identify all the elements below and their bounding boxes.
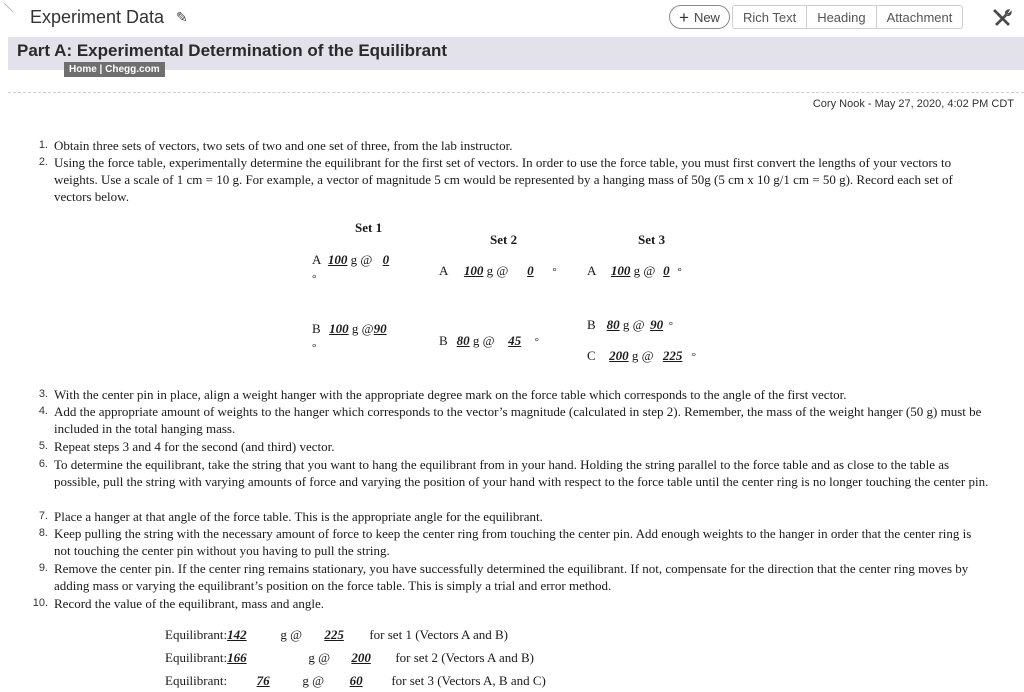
set-3-vector-b: B 80 g @ 90 °	[587, 317, 674, 332]
divider	[8, 92, 1024, 93]
equilibrant-label: Equilibrant:	[165, 627, 228, 642]
set-3-b-mass: 80	[606, 317, 620, 332]
set-2-a-angle: 0	[527, 263, 534, 278]
step-6	[38, 456, 989, 490]
step-text: Keep pulling the string with the necessary amount of force to keep the center ring from touching the center pin. Add enough weights to the hanger in order that the center ring is not touching the center pin without you having to pull the string.	[54, 526, 972, 558]
step-8	[38, 525, 989, 559]
equilibrant-1-desc: for set 1 (Vectors A and B)	[369, 627, 508, 642]
equilibrant-row-3: Equilibrant: 76 g @ 60 for set 3 (Vectors A, B and C)	[165, 673, 546, 688]
set-1-a-mass: 100	[327, 252, 348, 267]
step-number: 1.	[38, 139, 48, 151]
equilibrant-label: Equilibrant:	[165, 650, 228, 665]
step-number: 9.	[38, 562, 48, 574]
step-number: 6.	[38, 458, 48, 470]
heading-button[interactable]: Heading	[807, 5, 876, 29]
equilibrant-3-desc: for set 3 (Vectors A, B and C)	[391, 673, 546, 688]
equilibrant-2-angle: 200	[351, 650, 371, 665]
corner-arrow-icon	[3, 2, 15, 14]
equilibrant-2-desc: for set 2 (Vectors A and B)	[395, 650, 534, 665]
step-number: 2.	[38, 156, 48, 168]
rich-text-button[interactable]: Rich Text	[732, 5, 807, 29]
set-1-a-angle: 0	[382, 252, 390, 267]
step-7	[38, 508, 989, 525]
equilibrant-2-mass: 166	[227, 650, 247, 665]
set-3-a-angle: 0	[663, 263, 670, 278]
set-1-vector-a: A 100 g @ 0	[312, 251, 399, 268]
step-text: Using the force table, experimentally determine the equilibrant for the first set of vectors. In order to use the force table, you must first convert the lengths of your vectors to weights. Use a scale of 1 cm = 10 g. For example, a vector of magnitude 5 cm would be represented by a hanging mass of 50g (5 cm x 10 g/1 cm = 50 g). Record each set of vectors below.	[54, 155, 953, 204]
edit-pencil-icon[interactable]: ✎	[176, 9, 188, 25]
equilibrant-1-mass: 142	[227, 627, 247, 642]
step-number: 4.	[38, 405, 48, 417]
new-button[interactable]	[669, 5, 730, 29]
step-number: 3.	[38, 388, 48, 400]
step-9	[38, 560, 989, 594]
equilibrant-label: Equilibrant:	[165, 673, 228, 688]
step-number: 10.	[32, 597, 48, 609]
step-text: Record the value of the equilibrant, mass and angle.	[54, 596, 325, 611]
set-1-b-mass: 100	[329, 321, 349, 336]
set-3-vector-c: C 200 g @ 225 °	[587, 348, 697, 363]
attachment-button[interactable]: Attachment	[877, 5, 964, 29]
set-2-b-mass: 80	[456, 333, 470, 348]
set-3-b-angle: 90	[650, 317, 664, 332]
step-number: 8.	[38, 527, 48, 539]
set-2-vector-b: B 80 g @ 45 °	[439, 333, 540, 348]
step-text: Remove the center pin. If the center ring remains stationary, you have successfully determined the equilibrant. If not, compensate for the direction that the center ring moves by adding mass or varying the equilibrant’s position on the force table. This is simply a trial and error method.	[54, 561, 969, 593]
new-button-label: New	[693, 9, 720, 25]
set-1-vector-b: B 100 g @90	[312, 320, 404, 337]
degree-symbol: °	[312, 273, 317, 285]
step-text: Add the appropriate amount of weights to the hanger which corresponds to the vector’s magnitude (calculated in step 2). Remember, the mass of the weight hanger (50 g) must be included in the total hanging mass.	[54, 404, 982, 436]
step-3	[38, 386, 989, 403]
author-timestamp: Cory Nook - May 27, 2020, 4:02 PM CDT	[812, 98, 1014, 110]
equilibrant-row-1: Equilibrant:142 g @ 225 for set 1 (Vectors A and B)	[165, 627, 508, 642]
equilibrant-1-angle: 225	[324, 627, 344, 642]
step-text: To determine the equilibrant, take the string that you want to hang the equilibrant from in your hand. Holding the string parallel to the force table and as close to the table as possible, pull the string with varying amounts of force and varying the position of your hand with respect to the force table until the center ring is no longer touching the center pin.	[54, 457, 989, 489]
set-2-a-mass: 100	[463, 263, 484, 278]
set-3-vector-a: A 100 g @ 0 °	[587, 263, 682, 278]
set-2-vector-a: A 100 g @ 0 °	[439, 263, 557, 278]
set-2-b-angle: 45	[508, 333, 522, 348]
step-text: Repeat steps 3 and 4 for the second (and third) vector.	[54, 439, 335, 454]
set-3-heading: Set 3	[638, 232, 666, 247]
set-3-c-mass: 200	[609, 348, 629, 363]
step-number: 7.	[38, 510, 48, 522]
editor-toolbar	[669, 5, 963, 29]
step-1	[38, 137, 989, 154]
set-3-c-angle: 225	[662, 348, 683, 363]
breadcrumb[interactable]: Home | Chegg.com	[64, 62, 165, 77]
tools-icon[interactable]	[991, 7, 1013, 29]
step-4	[38, 403, 989, 437]
step-5	[38, 438, 989, 455]
degree-symbol: °	[312, 342, 317, 354]
equilibrant-row-2: Equilibrant:166 g @ 200 for set 2 (Vectors A and B)	[165, 650, 534, 665]
step-10	[32, 595, 989, 612]
step-number: 5.	[38, 440, 48, 452]
set-1-heading: Set 1	[355, 220, 383, 235]
step-2	[38, 154, 989, 205]
set-1-b-angle: 90	[373, 321, 387, 336]
set-3-a-mass: 100	[610, 263, 631, 278]
section-title: Part A: Experimental Determination of the Equilibrant	[17, 41, 448, 60]
equilibrant-3-mass: 76	[256, 673, 270, 688]
equilibrant-3-angle: 60	[349, 673, 363, 688]
page-title: Experiment Data	[30, 7, 165, 27]
step-text: Place a hanger at that angle of the force table. This is the appropriate angle for the equilibrant.	[54, 509, 543, 524]
plus-icon: +	[679, 7, 689, 27]
set-2-heading: Set 2	[490, 232, 518, 247]
step-text: With the center pin in place, align a weight hanger with the appropriate degree mark on the force table which corresponds to the angle of the first vector.	[54, 387, 847, 402]
step-text: Obtain three sets of vectors, two sets of two and one set of three, from the lab instructor.	[54, 138, 513, 153]
